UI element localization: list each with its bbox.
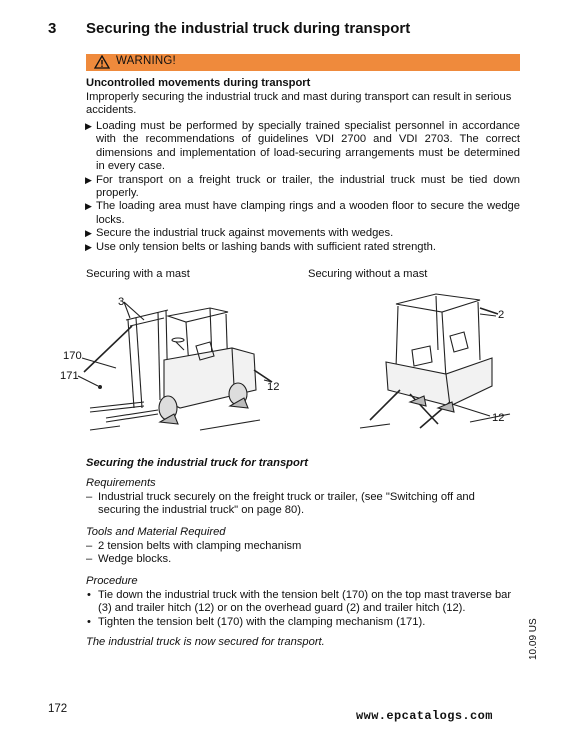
procedure-step: • Tie down the industrial truck with the tension belt (170) on the top mast traverse bar (3) and trailer hitch (12) or on the overhead guard (2) and trailer hitch (12).	[86, 589, 520, 616]
warning-label: WARNING!	[116, 55, 176, 67]
requirements-item: – Industrial truck securely on the freight truck or trailer, (see "Switching off and securing the industrial truck" on page 80).	[86, 491, 520, 518]
requirements-list	[86, 491, 520, 518]
version-label: 10.09 US	[528, 618, 539, 660]
callout-12-left: 12	[267, 381, 280, 393]
tools-item: – Wedge blocks.	[86, 553, 520, 566]
warning-bullet: ▶ Use only tension belts or lashing bands with sufficient rated strength.	[86, 241, 520, 254]
callout-170: 170	[63, 350, 82, 362]
warning-banner	[86, 54, 520, 71]
result-text: The industrial truck is now secured for transport.	[86, 636, 325, 648]
figure-caption-without-mast: Securing without a mast	[308, 268, 428, 280]
warning-heading: Uncontrolled movements during transport	[86, 77, 311, 89]
forklift-with-mast-illustration	[60, 290, 300, 440]
callout-2: 2	[498, 309, 505, 321]
warning-bullet: ▶ For transport on a freight truck or trailer, the industrial truck must be tied down properly.	[86, 174, 520, 201]
website-link[interactable]: www.epcatalogs.com	[356, 709, 493, 723]
warning-bullet: ▶ The loading area must have clamping rings and a wooden floor to secure the wedge locks.	[86, 200, 520, 227]
warning-bullet-list	[86, 120, 520, 254]
requirements-heading: Requirements	[86, 477, 156, 489]
section-title: Securing the industrial truck for transport	[86, 457, 308, 469]
page-number: 172	[48, 703, 68, 715]
tools-list	[86, 540, 520, 567]
chapter-number: 3	[48, 20, 57, 37]
callout-12-right: 12	[492, 412, 505, 424]
tools-heading: Tools and Material Required	[86, 526, 226, 538]
figure-caption-with-mast: Securing with a mast	[86, 268, 190, 280]
warning-triangle-icon	[94, 55, 110, 69]
procedure-step: • Tighten the tension belt (170) with the clamping mechanism (171).	[86, 616, 520, 629]
warning-intro: Improperly securing the industrial truck and mast during transport can result in serious accidents.	[86, 91, 512, 117]
callout-171: 171	[60, 370, 79, 382]
callout-3: 3	[118, 296, 125, 308]
warning-bullet: ▶ Loading must be performed by specially trained specialist personnel in accordance with the recommendations of guidelines VDI 2700 and VDI 2703. The correct dimensions and implementation of load-securing arrangements must be determined in every case.	[86, 120, 520, 174]
warning-bullet: ▶ Secure the industrial truck against movements with wedges.	[86, 227, 520, 240]
chapter-title: Securing the industrial truck during transport	[86, 20, 411, 37]
procedure-heading: Procedure	[86, 575, 138, 587]
tools-item: – 2 tension belts with clamping mechanism	[86, 540, 520, 553]
procedure-list	[86, 589, 520, 629]
